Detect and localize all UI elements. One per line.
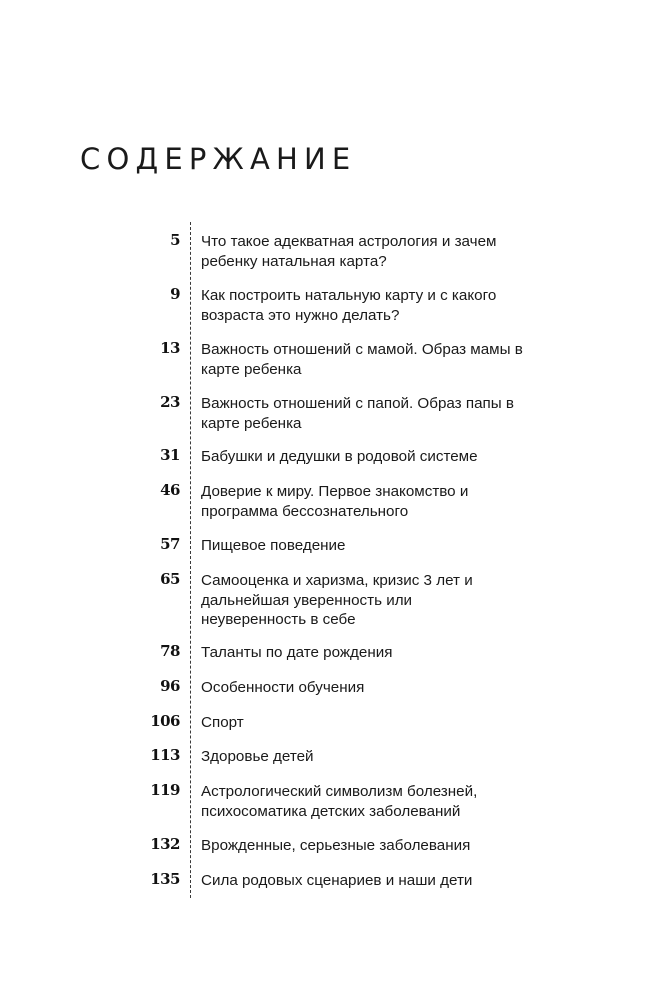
page-number: 132 (150, 835, 180, 853)
entry-title: Врожденные, серьезные заболевания (201, 837, 471, 854)
page-number: 13 (160, 339, 180, 357)
entry-title: Что такое адекватная астрология и зачем ребенку натальная карта? (201, 233, 497, 270)
page-number: 5 (170, 231, 180, 249)
entry-title: Как построить натальную карту и с какого возраста это нужно делать? (201, 287, 497, 324)
page-number: 78 (160, 642, 180, 660)
page-number: 46 (160, 481, 180, 499)
entry-title: Здоровье детей (201, 748, 314, 765)
page-number: 113 (150, 746, 180, 764)
entry-title: Астрологический символизм болезней, психосоматика детских заболеваний (201, 783, 478, 820)
page-number: 106 (150, 712, 180, 730)
dashed-divider (190, 222, 191, 898)
page-number: 65 (160, 570, 180, 588)
entry-title: Бабушки и дедушки в родовой системе (201, 448, 478, 465)
page-number: 23 (160, 393, 180, 411)
entry-title: Важность отношений с папой. Образ папы в карте ребенка (201, 395, 514, 432)
entry-title: Пищевое поведение (201, 537, 346, 554)
entry-title: Таланты по дате рождения (201, 644, 393, 661)
page-number: 135 (150, 870, 180, 888)
page-number: 96 (160, 677, 180, 695)
entry-title: Спорт (201, 714, 244, 731)
entry-title: Особенности обучения (201, 679, 365, 696)
entry-title: Сила родовых сценариев и наши дети (201, 872, 473, 889)
page-number: 9 (170, 285, 180, 303)
page-number: 57 (160, 535, 180, 553)
page-title: СОДЕРЖАНИЕ (80, 142, 357, 176)
entry-title: Важность отношений с мамой. Образ мамы в карте ребенка (201, 341, 523, 378)
page-number: 31 (160, 446, 180, 464)
entry-title: Самооценка и харизма, кризис 3 лет и дальнейшая уверенность или неуверенность в себе (201, 572, 473, 628)
page-number: 119 (150, 781, 180, 799)
entry-title: Доверие к миру. Первое знакомство и программа бессознательного (201, 483, 469, 520)
